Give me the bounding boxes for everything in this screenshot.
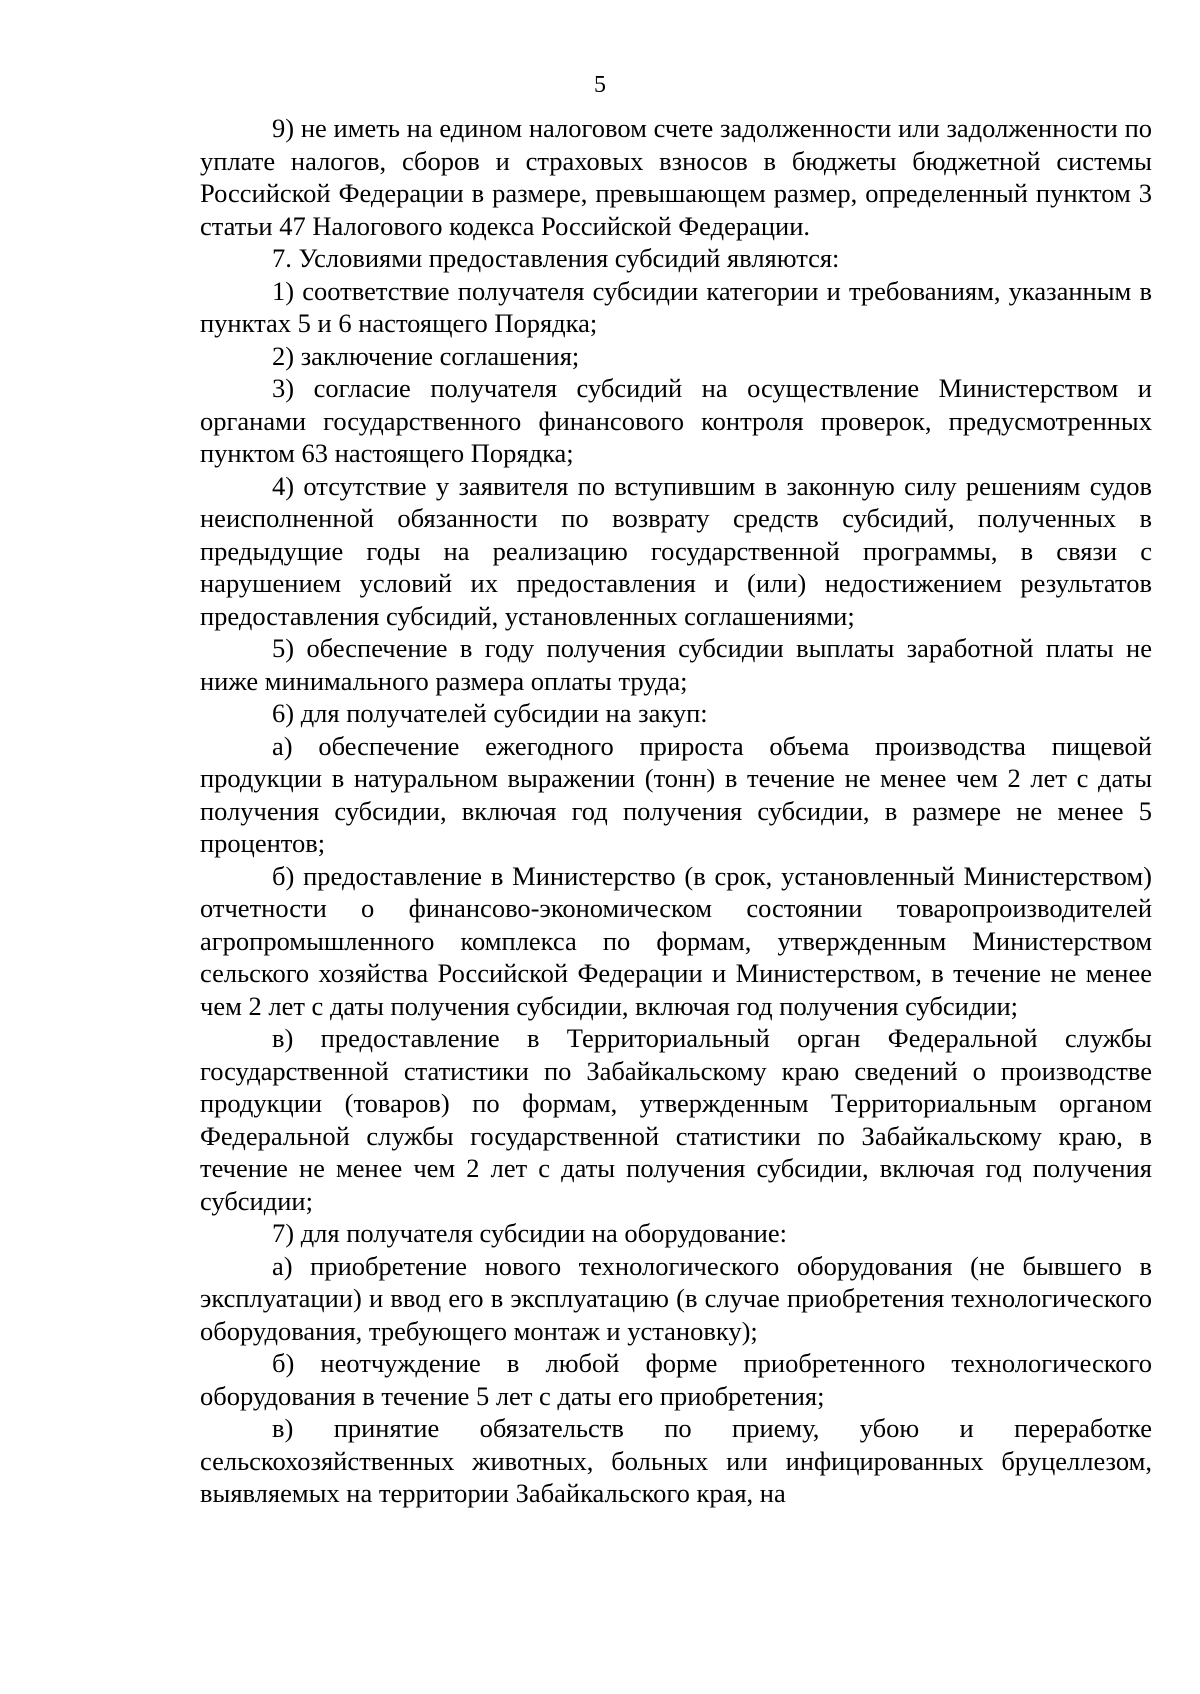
paragraph-condition-7a: а) приобретение нового технологического оборудования (не бывшего в эксплуатации) и ввод его в эксплуатацию (в случае приобретения технологического оборудования, требующего монтаж и установку); [200,1250,1152,1346]
paragraph-condition-2: 2) заключение соглашения; [272,340,580,371]
page-number: 5 [594,72,606,98]
paragraph-condition-6b: б) предоставление в Министерство (в срок, установленный Министерством) отчетности о финансово-экономическом состоянии товаропроизводителей агропромышленного комплекса по формам, утвержденным Министерством сельского хозяйства Российской Федерации и Министерством, в течение не менее чем 2 лет с даты получения субсидии, включая год получения субсидии; [200,860,1152,1021]
paragraph-conditions-heading: 7. Условиями предоставления субсидий являются: [272,243,840,273]
paragraph-condition-7b: б) неотчуждение в любой форме приобретенного технологического оборудования в течение 5 лет с даты его приобретения; [200,1348,1152,1411]
paragraph-condition-1: 1) соответствие получателя субсидии категории и требованиям, указанным в пунктах 5 и 6 настоящего Порядка; [200,275,1152,338]
paragraph-condition-7: 7) для получателя субсидии на оборудование: [272,1218,787,1248]
paragraph-condition-7v: в) принятие обязательств по приему, убою и переработке сельскохозяйственных животных, больных или инфицированных бруцеллезом, выявляемых на территории Забайкальского края, на [200,1413,1152,1508]
document-body [200,112,1152,1510]
paragraph-condition-3: 3) согласие получателя субсидий на осуществление Министерством и органами государственного финансового контроля проверок, предусмотренных пунктом 63 настоящего Порядка; [200,373,1152,468]
paragraph-item-9: 9) не иметь на едином налоговом счете задолженности или задолженности по уплате налогов, сборов и страховых взносов в бюджеты бюджетной системы Российской Федерации в размере, превышающем размер, определенный пунктом 3 статьи 47 Налогового кодекса Российской Федерации. [200,113,1152,241]
paragraph-condition-6a: а) обеспечение ежегодного прироста объема производства пищевой продукции в натуральном выражении (тонн) в течение не менее чем 2 лет с даты получения субсидии, включая год получения субсидии, в размере не менее 5 процентов; [200,730,1152,858]
paragraph-condition-6v: в) предоставление в Территориальный орган Федеральной службы государственной статистики по Забайкальскому краю сведений о производстве продукции (товаров) по формам, утвержденным Территориальным органом Федеральной службы государственной статистики по Забайкальскому краю, в течение не менее чем 2 лет с даты получения субсидии, включая год получения субсидии; [200,1023,1152,1216]
paragraph-condition-4: 4) отсутствие у заявителя по вступившим в законную силу решениям судов неисполненной обязанности по возврату средств субсидий, полученных в предыдущие годы на реализацию государственной программы, в связи с нарушением условий их предоставления и (или) недостижением результатов предоставления субсидий, установленных соглашениями; [200,470,1152,631]
paragraph-condition-6: 6) для получателей субсидии на закуп: [272,698,708,728]
paragraph-condition-5: 5) обеспечение в году получения субсидии выплаты заработной платы не ниже минимального размера оплаты труда; [200,633,1152,696]
